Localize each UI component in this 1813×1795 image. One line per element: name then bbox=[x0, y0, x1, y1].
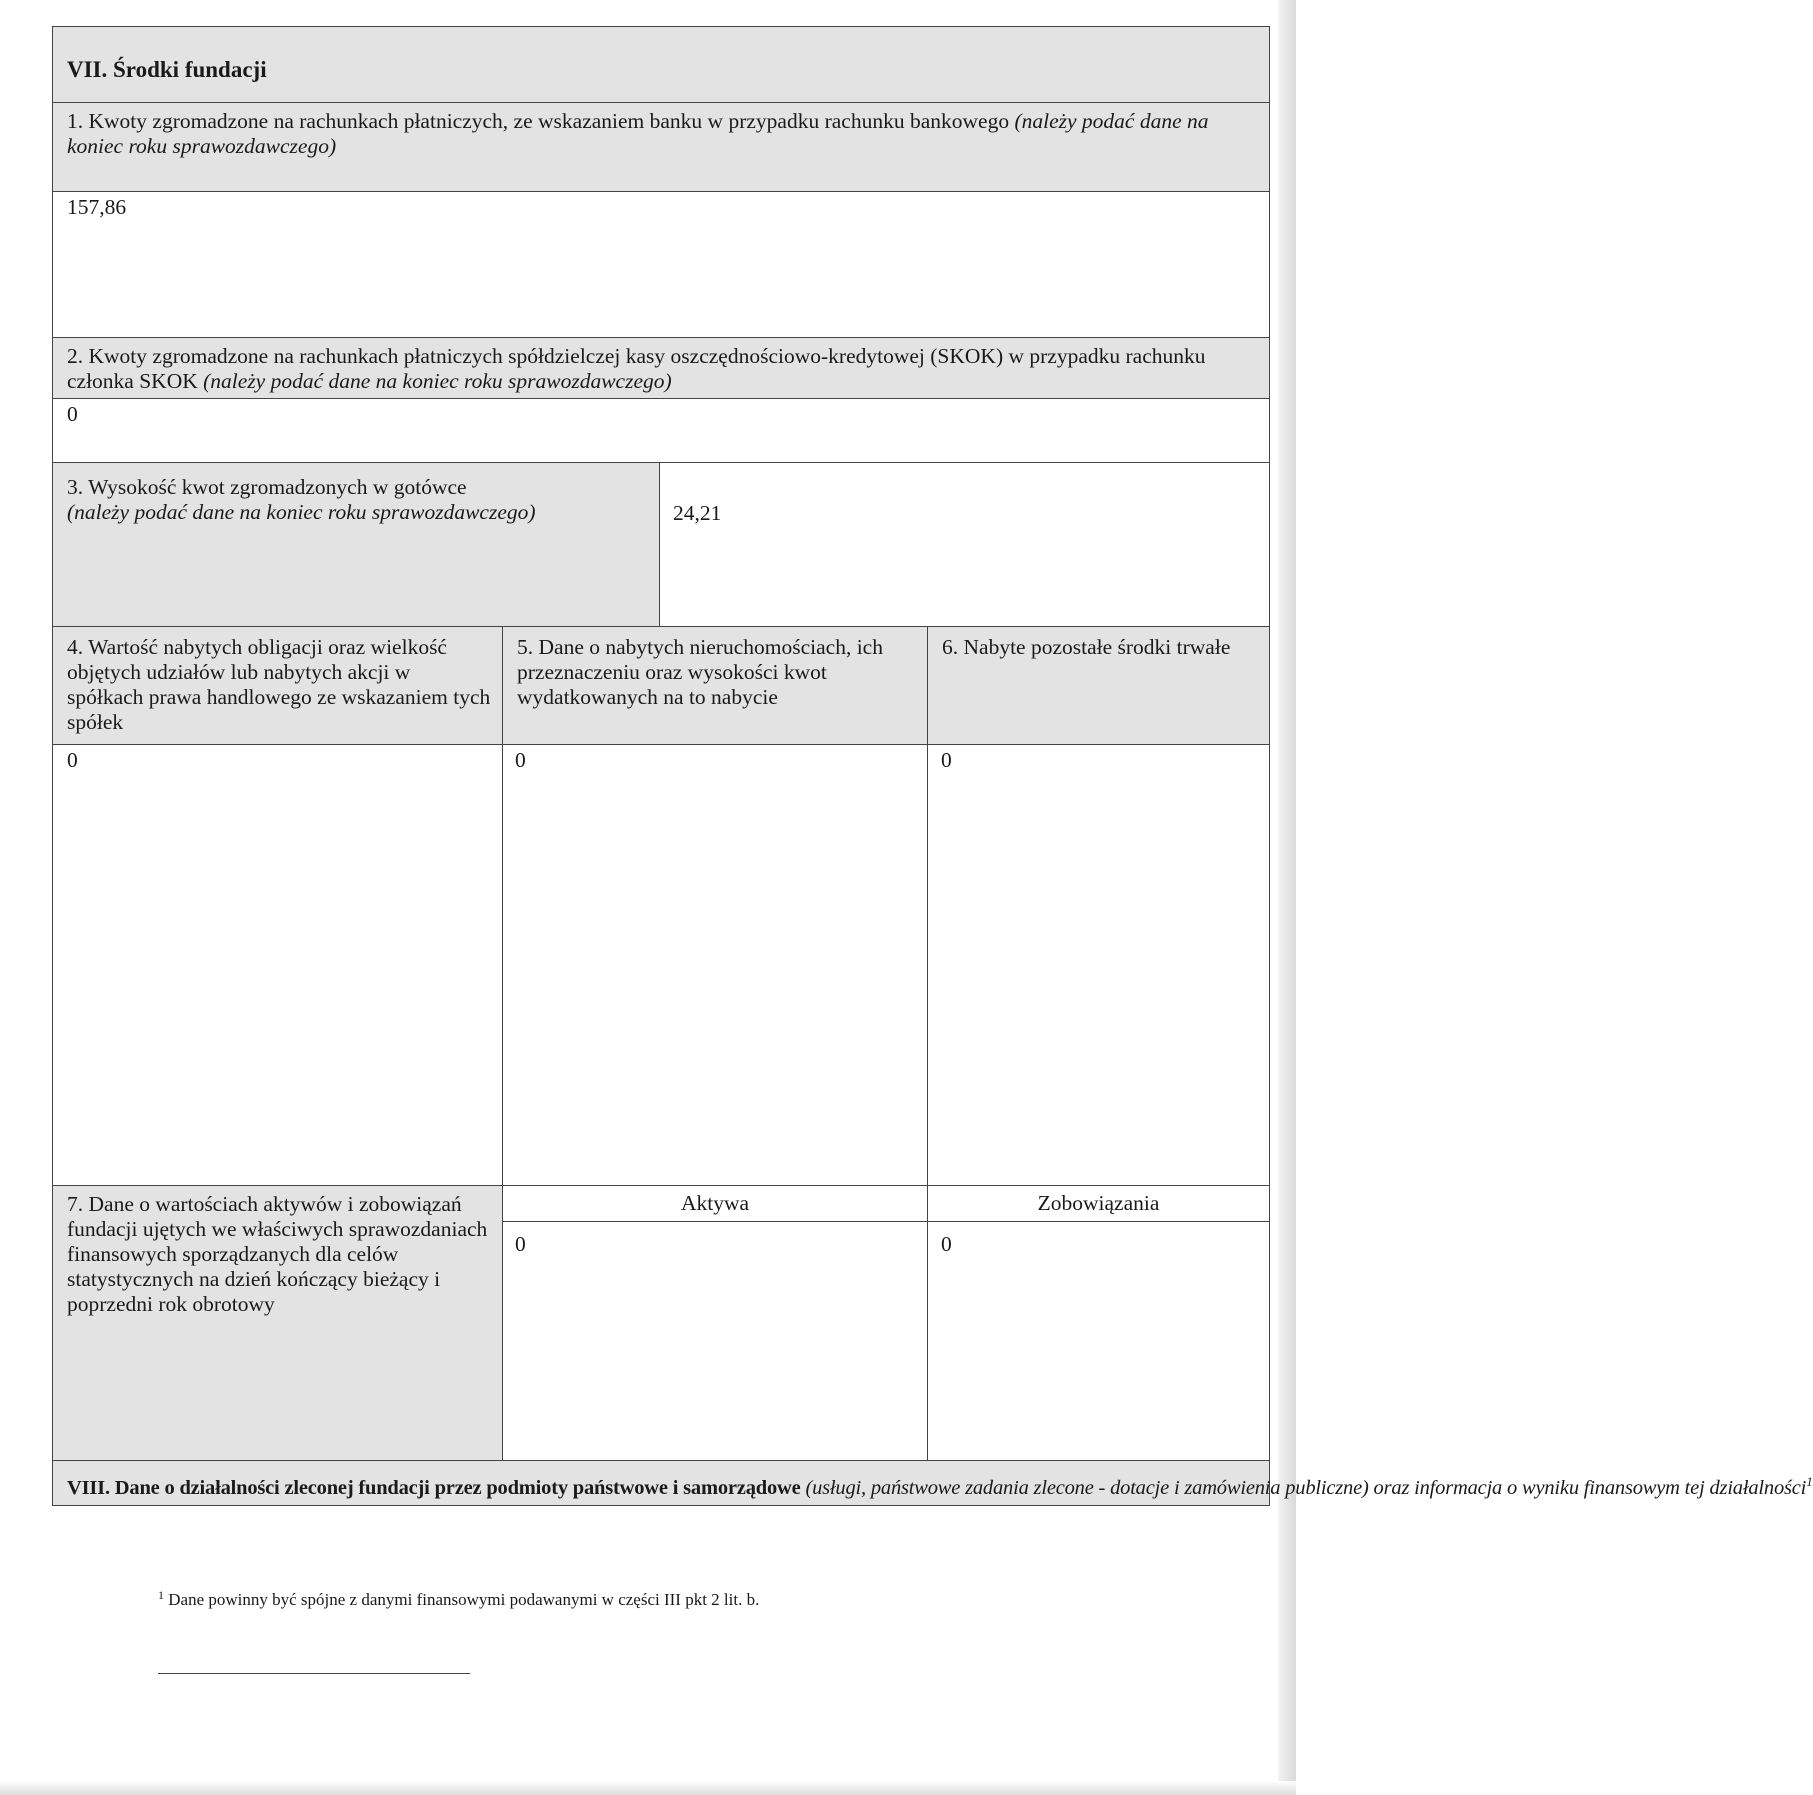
item6-header bbox=[928, 627, 1269, 744]
section8-title: VIII. Dane o działalności zleconej fundacji przez podmioty państwowe i samorządowe bbox=[67, 1476, 801, 1499]
item3-label: 3. Wysokość kwot zgromadzonych w gotówce bbox=[67, 475, 467, 499]
item6-label: 6. Nabyte pozostałe środki trwałe bbox=[942, 635, 1231, 659]
item1-note: (należy podać dane na koniec roku sprawozdawczego) bbox=[67, 109, 1209, 158]
footnote-text: Dane powinny być spójne z danymi finansowymi podawanymi w części III pkt 2 lit. b. bbox=[168, 1590, 760, 1609]
scan-bottom-shadow bbox=[0, 1781, 1296, 1795]
item2-value: 0 bbox=[67, 402, 78, 426]
item3-value: 24,21 bbox=[673, 501, 722, 525]
item7-label: 7. Dane o wartościach aktywów i zobowiązań fundacji ujętych we właściwych sprawozdaniach finansowych sporządzanych dla celów statystycznych na dzień kończący bieżący i poprzedni rok obrotowy bbox=[67, 1192, 488, 1316]
item2-label: 2. Kwoty zgromadzone na rachunkach płatniczych spółdzielczej kasy oszczędnościowo-kredytowej (SKOK) w przypadku rachunku członka SKOK bbox=[67, 344, 1206, 393]
funds-form-table bbox=[52, 26, 1813, 1506]
footnote-separator bbox=[158, 1673, 470, 1674]
liabilities-value: 0 bbox=[941, 1232, 952, 1256]
section8-footnote-ref: 1 bbox=[1806, 1474, 1813, 1489]
section7-header bbox=[53, 27, 1269, 102]
item4-label: 4. Wartość nabytych obligacji oraz wielkość objętych udziałów lub nabytych akcji w spółkach prawa handlowego ze wskazaniem tych spółek bbox=[67, 635, 491, 734]
item3-note: (należy podać dane na koniec roku sprawozdawczego) bbox=[67, 500, 536, 524]
item1-header bbox=[53, 103, 1269, 191]
item6-value: 0 bbox=[941, 748, 952, 772]
item5-value: 0 bbox=[515, 748, 526, 772]
assets-column-header: Aktywa bbox=[680, 1191, 750, 1215]
section8-note: (usługi, państwowe zadania zlecone - dotacje i zamówienia publiczne) oraz informacja o wyniku finansowym tej działalności bbox=[805, 1476, 1807, 1499]
item5-header bbox=[503, 627, 927, 744]
liabilities-column-header: Zobowiązania bbox=[1037, 1191, 1160, 1215]
item4-header bbox=[53, 627, 502, 744]
assets-value: 0 bbox=[515, 1232, 526, 1256]
footnote-mark: 1 bbox=[158, 1588, 164, 1602]
item2-header bbox=[53, 338, 1269, 398]
item1-label: 1. Kwoty zgromadzone na rachunkach płatniczych, ze wskazaniem banku w przypadku rachunku bankowego bbox=[67, 109, 1010, 133]
footnote bbox=[158, 1588, 759, 1610]
item7-header bbox=[53, 1186, 502, 1460]
item5-label: 5. Dane o nabytych nieruchomościach, ich przeznaczeniu oraz wysokości kwot wydatkowanych na to nabycie bbox=[517, 635, 883, 709]
scan-edge-shadow bbox=[1278, 0, 1296, 1795]
item3-header bbox=[53, 463, 659, 626]
item1-value: 157,86 bbox=[67, 195, 127, 219]
item2-note: (należy podać dane na koniec roku sprawozdawczego) bbox=[203, 369, 672, 393]
section7-title: VII. Środki fundacji bbox=[67, 57, 267, 82]
section8-header bbox=[53, 1461, 1813, 1505]
item4-value: 0 bbox=[67, 748, 78, 772]
